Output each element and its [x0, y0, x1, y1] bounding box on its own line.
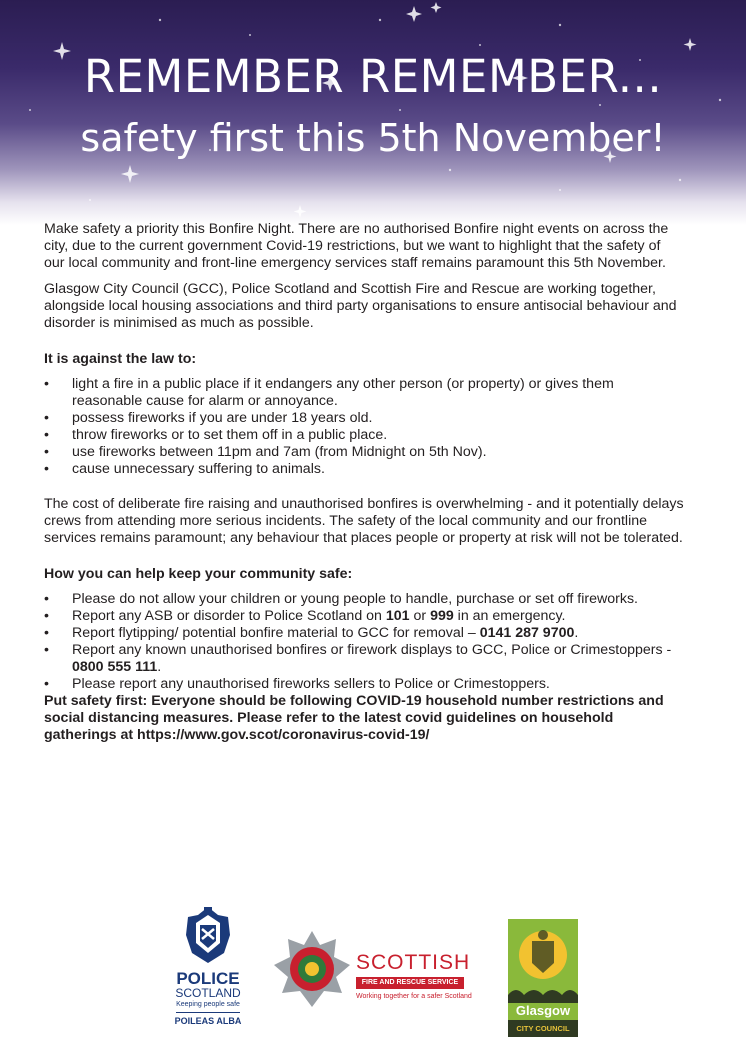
help-item-text: or [409, 608, 431, 624]
help-item [44, 642, 684, 676]
help-heading: How you can help keep your community safe: [44, 566, 353, 582]
law-item: • possess fireworks if you are under 18 years old. [44, 410, 684, 427]
help-item: • Please report any unauthorised fireworks sellers to Police or Crimestoppers. [44, 676, 684, 693]
stars-decoration [0, 0, 746, 225]
help-item-text: Report any known unauthorised bonfires or firework displays to GCC, Police or Crimestoppers - [72, 642, 672, 658]
help-list [44, 591, 684, 693]
law-item: • cause unnecessary suffering to animals. [44, 461, 684, 478]
help-item-text: Report flytipping/ potential bonfire material to GCC for removal – [72, 625, 480, 641]
law-item: • light a fire in a public place if it endangers any other person (or property) or gives them reasonable cause for alarm or annoyance. [44, 376, 684, 410]
intro-paragraph-2: Glasgow City Council (GCC), Police Scotland and Scottish Fire and Rescue are working together, alongside local housing associations and third party organisations to ensure antisocial behaviour and disorder is minimised as much as possible. [44, 281, 677, 331]
law-item: • throw fireworks or to set them off in a public place. [44, 427, 684, 444]
glasgow-crest-icon [508, 919, 578, 1003]
help-item: • Please do not allow your children or young people to handle, purchase or set off fireworks. [44, 591, 684, 608]
police-tagline: Keeping people safe [176, 1001, 240, 1008]
partner-logos [0, 905, 746, 1045]
sfrs-name: SCOTTISH [356, 951, 471, 974]
help-item [44, 608, 684, 625]
police-number: 101 [385, 608, 410, 624]
subheadline: safety first this 5th November! [80, 116, 666, 160]
help-item-text: in an emergency. [453, 608, 566, 624]
help-item [44, 625, 684, 642]
sfrs-logo [262, 923, 482, 1023]
help-item-text: Report any ASB or disorder to Police Scotland on [72, 608, 386, 624]
police-gaelic: POILEAS ALBA [174, 1016, 242, 1026]
help-item-text: . [574, 625, 579, 641]
sfrs-bar: FIRE AND RESCUE SERVICE [356, 977, 464, 989]
emergency-number: 999 [430, 608, 454, 624]
headline: REMEMBER REMEMBER... [83, 50, 663, 103]
sfrs-tagline: Working together for a safer Scotland [356, 993, 472, 1000]
glasgow-sub: CITY COUNCIL [508, 1020, 578, 1037]
police-name: POLICE [176, 969, 240, 988]
crimestoppers-number: 0800 555 111 [72, 659, 158, 675]
law-heading: It is against the law to: [44, 351, 197, 367]
glasgow-name: Glasgow [515, 1003, 571, 1018]
cost-paragraph: The cost of deliberate fire raising and unauthorised bonfires is overwhelming - and it potentially delays crews from attending more serious incidents. The safety of the local community and our frontline services remains paramount; any behaviour that places people or property at risk will not be tolerated. [44, 496, 684, 546]
glasgow-council-logo [508, 919, 578, 1037]
gcc-number: 0141 287 9700 [479, 625, 575, 641]
law-item: • use fireworks between 11pm and 7am (from Midnight on 5th Nov). [44, 444, 684, 461]
header-banner [0, 0, 746, 225]
fire-badge-icon [272, 929, 352, 1009]
intro-paragraph-1: Make safety a priority this Bonfire Night. There are no authorised Bonfire night events on across the city, due to the current government Covid-19 restrictions, but we want to highlight that the safety of our local community and front-line emergency services staff remains paramount this 5th November. [44, 221, 669, 271]
police-sub: SCOTLAND [175, 986, 241, 1000]
police-crest-icon [178, 905, 238, 965]
help-item-text: . [157, 659, 162, 675]
law-list [44, 376, 684, 478]
police-scotland-logo [170, 905, 246, 1027]
final-note: Put safety first: Everyone should be following COVID-19 household number restrictions and social distancing measures. Please refer to the latest covid guidelines on household gatherings at https://www.gov.scot/coronavirus-covid-19/ [44, 693, 664, 743]
body-content [44, 221, 684, 753]
